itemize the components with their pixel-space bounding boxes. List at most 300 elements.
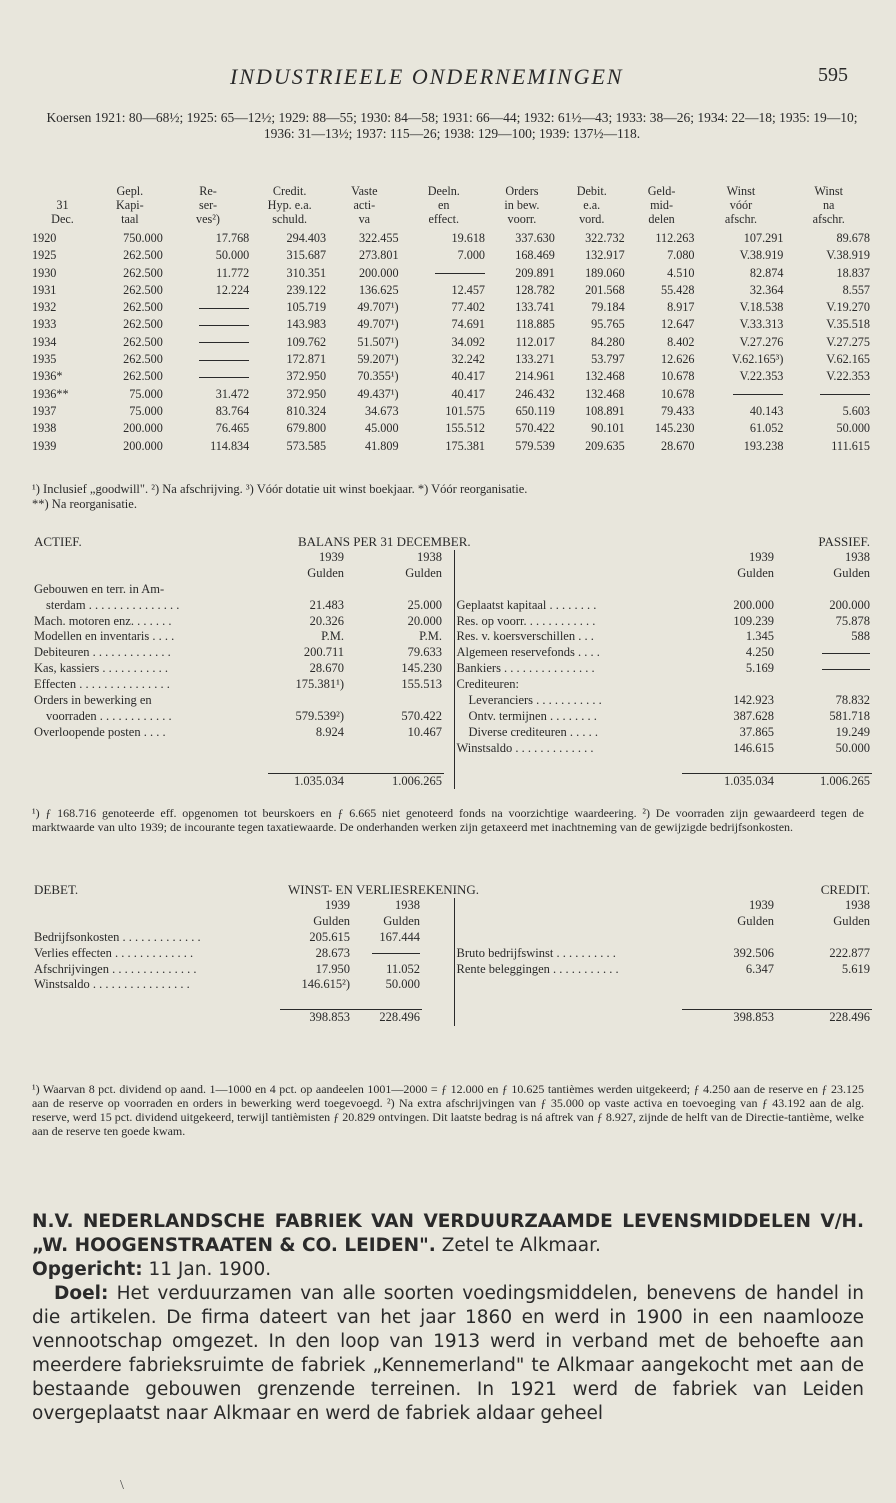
table-cell: 114.834 — [210, 438, 250, 453]
actief-1938 — [346, 693, 444, 709]
wv-footnote: ¹) Waarvan 8 pct. dividend op aand. 1—1000 en 4 pct. op aandeelen 1001—2000 = ƒ 12.000 en ƒ 10.625 tantièmes werden uitgekeerd; ƒ 4.250 aan de reserve en ƒ 23.125 aan de reserve op voorraden en orders in bewerking werd toegevoegd. ²) Na extra afschrijvingen van ƒ 35.000 op vaste activa en toevoeging van ƒ 43.192 aan de alg. reserve, werd 15 pct. dividend uitgekeerd, terwijl tantièmisten ƒ 20.829 ontvingen. Dit laatste bedrag is ná aftrek van ƒ 8.927, zijnde de helft van de Directie-tantième, welke aan de reserve ten goede kwam. — [32, 1082, 864, 1138]
actief-label: sterdam . . . . . . . . . . . . . . . — [46, 597, 180, 612]
passief-1938 — [776, 677, 872, 693]
balans-total-row — [32, 773, 872, 789]
table-cell: 310.351 — [286, 265, 327, 280]
table-cell: 55.428 — [660, 282, 695, 297]
credit-label: Rente beleggingen . . . . . . . . . . . — [456, 961, 619, 976]
debet-1939: 205.615 — [309, 929, 350, 944]
table-cell: 75.000 — [129, 403, 163, 418]
header-line: mid- — [650, 198, 674, 212]
passief-label: Geplaatst kapitaal . . . . . . . . — [456, 597, 597, 612]
table-cell: 262.500 — [123, 265, 163, 280]
table-cell: 132.468 — [585, 369, 625, 384]
table-cell — [165, 334, 251, 351]
table-cell: 262.500 — [123, 248, 163, 263]
header-line: Dec. — [51, 212, 74, 226]
stats-col-header — [30, 184, 95, 230]
table-cell: V.27.275 — [826, 334, 870, 349]
table-cell: 107.291 — [743, 231, 784, 245]
table-cell: 112.017 — [515, 334, 555, 349]
actief-label: Debiteuren . . . . . . . . . . . . . — [34, 645, 171, 660]
balans-row — [32, 629, 872, 645]
table-cell: 262.500 — [123, 282, 163, 297]
actief-label: voorraden . . . . . . . . . . . . — [46, 708, 172, 723]
wv-total-row — [32, 1010, 872, 1026]
debet-1938: 167.444 — [379, 929, 420, 944]
table-cell: 83.764 — [215, 403, 250, 418]
table-cell: 175.381 — [445, 438, 486, 453]
actief-label: Overloopende posten . . . . — [34, 724, 166, 739]
actief-1938: 10.467 — [407, 724, 442, 739]
passief-label: Algemeen reservefonds . . . . — [456, 645, 600, 660]
table-cell: 372.950 — [286, 386, 327, 401]
credit-1939 — [682, 930, 776, 946]
table-cell: V.38.919 — [739, 248, 784, 263]
stats-table — [30, 184, 872, 455]
stats-col-header — [401, 184, 487, 230]
passief-1939: 109.239 — [733, 613, 774, 628]
debet-1938: 11.052 — [386, 961, 420, 976]
spacer-row — [32, 757, 872, 773]
stats-footnote-line: ¹) Inclusief „goodwill". ²) Na afschrijving. ³) Vóór dotatie uit winst boekjaar. *) Vóór reorganisatie. — [32, 482, 528, 496]
table-row — [30, 230, 872, 247]
table-cell: 209.635 — [585, 438, 625, 453]
table-cell: 128.782 — [515, 282, 555, 297]
table-cell: 1930 — [32, 265, 57, 280]
header-line: vord. — [579, 212, 605, 226]
passief-label — [454, 582, 682, 598]
dash-mark — [820, 394, 870, 395]
table-cell: 49.437¹) — [357, 386, 399, 401]
table-cell: V.38.919 — [826, 248, 870, 263]
header-line: Geld- — [647, 184, 676, 198]
header-line: Orders — [505, 184, 539, 198]
passief-label: Res. op voorr. . . . . . . . . . . . — [456, 613, 596, 628]
table-cell: 322.455 — [358, 231, 399, 245]
stats-col-header — [251, 184, 328, 230]
table-row — [30, 334, 872, 351]
table-cell — [785, 386, 872, 403]
header-line: acti- — [353, 198, 376, 212]
column-divider — [422, 962, 454, 978]
actief-1939: P.M. — [321, 629, 344, 644]
spacer-cell — [32, 757, 268, 773]
actief-1939: 175.381¹) — [295, 677, 344, 692]
passief-1938 — [776, 645, 872, 661]
dash-mark — [199, 308, 249, 309]
balans-row — [32, 677, 872, 693]
table-cell: 133.741 — [515, 300, 555, 315]
year-label: 1938 — [845, 549, 870, 564]
passief-1939: 146.615 — [733, 740, 774, 755]
table-cell: V.62.165 — [826, 352, 870, 367]
table-cell: 11.772 — [216, 265, 250, 280]
actief-label: Effecten . . . . . . . . . . . . . . . — [34, 677, 170, 692]
debet-1939: 28.673 — [315, 945, 350, 960]
opgericht-label: Opgericht: — [32, 1259, 143, 1280]
table-cell — [165, 299, 251, 316]
table-cell: 50.000 — [215, 248, 250, 263]
header-line: Hyp. e.a. — [267, 198, 312, 212]
credit-1939 — [682, 977, 776, 993]
empty-cell — [32, 1010, 280, 1026]
table-cell: 262.500 — [123, 300, 163, 315]
balans-row — [32, 741, 872, 757]
unit-label: Gulden — [307, 565, 344, 580]
passief-1938 — [776, 582, 872, 598]
table-cell: 61.052 — [749, 421, 784, 436]
stats-col-header — [328, 184, 400, 230]
table-cell: 579.539 — [515, 438, 555, 453]
table-cell: 70.355¹) — [357, 369, 399, 384]
wv-heading-row — [32, 882, 872, 898]
column-divider — [444, 741, 454, 757]
page-title: INDUSTRIEELE ONDERNEMINGEN — [230, 64, 624, 89]
header-line: delen — [648, 212, 675, 226]
table-cell: 273.801 — [358, 248, 399, 263]
dash-mark — [822, 669, 870, 670]
table-cell: 189.060 — [585, 265, 625, 280]
balans-year-row — [32, 550, 872, 566]
passief-1939: 37.865 — [739, 724, 774, 739]
company-zetel: Zetel te Alkmaar. — [441, 1235, 601, 1256]
year-label: 1939 — [319, 549, 344, 564]
header-line: Gepl. — [116, 184, 144, 198]
table-cell: 34.092 — [451, 334, 486, 349]
table-cell: 1931 — [32, 282, 57, 297]
table-cell: 810.324 — [286, 403, 327, 418]
header-line: Winst — [814, 184, 844, 198]
dash-mark — [199, 342, 249, 343]
table-cell — [401, 265, 487, 282]
table-cell: 32.364 — [749, 282, 784, 297]
actief-1939: 8.924 — [315, 724, 344, 739]
table-row — [30, 403, 872, 420]
pencil-mark: \ — [120, 1478, 124, 1493]
actief-label: Orders in bewerking en — [34, 693, 152, 708]
table-cell: 12.224 — [215, 282, 250, 297]
header-line: ser- — [199, 198, 218, 212]
dash-mark — [199, 325, 249, 326]
balans-table — [32, 534, 872, 789]
column-divider — [444, 629, 454, 645]
table-cell: 168.469 — [515, 248, 555, 263]
stats-body — [30, 230, 872, 455]
table-cell: 262.500 — [123, 317, 163, 332]
header-line: schuld. — [272, 212, 308, 226]
stats-col-header — [487, 184, 557, 230]
header-line: 31 — [56, 198, 69, 212]
table-cell: 1935 — [32, 352, 57, 367]
header-line: effect. — [428, 212, 460, 226]
spacer-cell — [346, 757, 444, 773]
header-line: ves²) — [196, 212, 220, 226]
spacer-row — [32, 993, 872, 1009]
table-cell: 132.917 — [585, 248, 625, 263]
empty-cell — [454, 773, 682, 789]
actief-1938: P.M. — [419, 629, 442, 644]
actief-1939 — [268, 693, 346, 709]
passief-1939: 142.923 — [733, 693, 774, 708]
wv-unit-row — [32, 914, 872, 930]
table-row — [30, 282, 872, 299]
table-cell: 246.432 — [515, 386, 555, 401]
unit-label: Gulden — [737, 913, 774, 928]
passief-label: Ontv. termijnen . . . . . . . . — [468, 708, 597, 723]
header-line: e.a. — [583, 198, 601, 212]
credit-heading: CREDIT. — [820, 882, 870, 897]
table-cell: 136.625 — [358, 282, 399, 297]
actief-1939: 28.670 — [309, 661, 344, 676]
column-divider — [444, 725, 454, 741]
spacer-cell — [776, 757, 872, 773]
table-cell: 40.143 — [749, 403, 784, 418]
table-cell: 573.585 — [286, 438, 327, 453]
table-cell: 679.800 — [286, 421, 327, 436]
actief-1939: 200.711 — [303, 645, 344, 660]
column-divider — [444, 693, 454, 709]
table-cell: 8.557 — [842, 282, 870, 297]
stats-footnote-line: **) Na reorganisatie. — [32, 497, 137, 511]
table-cell: 132.468 — [585, 386, 625, 401]
table-cell: 200.000 — [123, 421, 163, 436]
unit-label: Gulden — [833, 913, 870, 928]
dash-mark — [372, 953, 420, 954]
table-cell: 7.080 — [667, 248, 695, 263]
table-cell: V.27.276 — [739, 334, 784, 349]
spacer-cell — [682, 993, 776, 1009]
header-line: taal — [121, 212, 139, 226]
table-cell: 82.874 — [749, 265, 784, 280]
balans-row — [32, 693, 872, 709]
column-divider — [444, 773, 454, 789]
table-cell: 200.000 — [358, 265, 399, 280]
dash-mark — [199, 360, 249, 361]
passief-1939: 4.250 — [745, 645, 774, 660]
table-cell: 650.119 — [515, 403, 555, 418]
table-cell: 322.732 — [585, 231, 625, 245]
total-actief-1939: 1.035.034 — [268, 773, 346, 789]
header-line: voorr. — [507, 212, 537, 226]
page-number: 595 — [818, 64, 848, 86]
table-cell: V.33.313 — [739, 317, 784, 332]
total-credit-1939: 398.853 — [682, 1010, 776, 1026]
balans-row — [32, 661, 872, 677]
balans-unit-row — [32, 566, 872, 582]
table-cell: 40.417 — [451, 369, 486, 384]
table-row — [30, 247, 872, 264]
table-cell: 74.691 — [451, 317, 486, 332]
wv-title: WINST- EN VERLIESREKENING. — [288, 882, 480, 897]
actief-1939: 20.326 — [309, 613, 344, 628]
wv-row — [32, 930, 872, 946]
table-cell: 315.687 — [286, 248, 327, 263]
table-row — [30, 299, 872, 316]
actief-label: Kas, kassiers . . . . . . . . . . . — [34, 661, 169, 676]
column-divider — [422, 1010, 454, 1026]
passief-1938: 588 — [851, 629, 870, 644]
passief-label: Res. v. koersverschillen . . . — [456, 629, 594, 644]
year-label: 1938 — [845, 897, 870, 912]
wv-row — [32, 962, 872, 978]
table-cell: 1936** — [32, 386, 69, 401]
table-cell: 1933 — [32, 317, 57, 332]
table-cell: 34.673 — [365, 403, 399, 418]
wv-row — [32, 946, 872, 962]
debet-heading: DEBET. — [34, 882, 79, 897]
debet-1939: 17.950 — [315, 961, 350, 976]
balans-footnote: ¹) ƒ 168.716 genoteerde eff. opgenomen tot beurskoers en ƒ 6.665 niet genoteerd fonds na voorzichtige waardeering. ²) De voorraden zijn gewaardeerd tegen de marktwaarde van ulto 1939; de incourante tegen taxatiewaarde. De onderhanden werken zijn getaxeerd met inachtneming van de gewijzigde bedrijfsonkosten. — [32, 806, 864, 834]
spacer-cell — [454, 993, 682, 1009]
debet-label: Winstsaldo . . . . . . . . . . . . . . . . — [34, 977, 190, 992]
table-cell: 155.512 — [445, 421, 486, 436]
actief-1938: 155.513 — [401, 677, 442, 692]
year-label: 1939 — [749, 897, 774, 912]
table-cell: 8.917 — [667, 300, 695, 315]
table-cell: 59.207¹) — [357, 352, 399, 367]
debet-label: Afschrijvingen . . . . . . . . . . . . . . — [34, 961, 197, 976]
table-cell: 193.238 — [743, 438, 784, 453]
table-cell: 10.678 — [660, 369, 695, 384]
table-cell: 79.433 — [660, 403, 695, 418]
year-label: 1938 — [417, 549, 442, 564]
total-debet-1938: 228.496 — [352, 1010, 422, 1026]
header-line: afschr. — [812, 212, 845, 226]
table-cell: 31.472 — [215, 386, 250, 401]
passief-heading: PASSIEF. — [818, 534, 870, 549]
year-label: 1939 — [325, 897, 350, 912]
table-cell: 4.510 — [667, 265, 695, 280]
total-credit-1938: 228.496 — [776, 1010, 872, 1026]
table-cell: 262.500 — [123, 369, 163, 384]
balans-row — [32, 614, 872, 630]
stats-col-header — [165, 184, 251, 230]
unit-label: Gulden — [405, 565, 442, 580]
passief-1939: 387.628 — [733, 708, 774, 723]
balans-row — [32, 725, 872, 741]
table-row — [30, 265, 872, 282]
doel-label: Doel: — [54, 1283, 109, 1304]
passief-1939: 200.000 — [733, 597, 774, 612]
table-cell: 51.507¹) — [357, 334, 399, 349]
balans-row — [32, 582, 872, 598]
winst-verlies-table — [32, 882, 872, 1026]
credit-1939: 392.506 — [733, 945, 774, 960]
stats-col-header — [557, 184, 627, 230]
table-cell: 337.630 — [515, 231, 555, 245]
spacer-cell — [268, 757, 346, 773]
actief-1939: 21.483 — [309, 597, 344, 612]
table-cell: 214.961 — [515, 369, 555, 384]
credit-1938: 5.619 — [841, 961, 870, 976]
header-line: vóór — [729, 198, 753, 212]
spacer-cell — [776, 993, 872, 1009]
actief-1938 — [346, 582, 444, 598]
table-row — [30, 420, 872, 437]
wv-row — [32, 977, 872, 993]
passief-1938: 200.000 — [829, 597, 870, 612]
balans-body — [32, 534, 872, 789]
spacer-cell — [422, 993, 454, 1009]
table-row — [30, 438, 872, 455]
table-cell: 750.000 — [123, 231, 163, 245]
table-cell: V.35.518 — [826, 317, 870, 332]
table-cell: 1925 — [32, 248, 57, 263]
unit-label: Gulden — [833, 565, 870, 580]
table-cell: 1934 — [32, 334, 57, 349]
table-cell: 209.891 — [515, 265, 555, 280]
table-cell: 50.000 — [836, 421, 870, 436]
header-line: na — [822, 198, 835, 212]
table-cell: 12.647 — [660, 317, 695, 332]
table-cell: 1920 — [32, 231, 57, 245]
table-cell: 95.765 — [591, 317, 625, 332]
table-cell: 118.885 — [515, 317, 555, 332]
table-cell: 79.184 — [591, 300, 625, 315]
opgericht-date: 11 Jan. 1900. — [148, 1259, 272, 1280]
balans-heading-row — [32, 534, 872, 550]
actief-heading: ACTIEF. — [34, 534, 82, 549]
column-divider — [422, 946, 454, 962]
column-divider — [444, 645, 454, 661]
debet-1938: 50.000 — [385, 977, 420, 992]
actief-1938: 570.422 — [401, 708, 442, 723]
passief-1939: 1.345 — [745, 629, 774, 644]
credit-label: Bruto bedrijfswinst . . . . . . . . . . — [456, 945, 616, 960]
table-cell — [697, 386, 786, 403]
table-cell: V.18.538 — [739, 300, 784, 315]
table-cell: 372.950 — [286, 369, 327, 384]
dash-mark — [822, 653, 870, 654]
table-cell: 133.271 — [515, 352, 555, 367]
koersen-paragraph: Koersen 1921: 80—68½; 1925: 65—12½; 1929: 88—55; 1930: 84—58; 1931: 66—44; 1932: 61½—43; 1933: 38—26; 1934: 22—18; 1935: 19—10; 1936: 31—13½; 1937: 115—26; 1938: 129—100; 1939: 137½—118. — [46, 110, 858, 141]
table-cell: 77.402 — [451, 300, 486, 315]
table-cell: 200.000 — [123, 438, 163, 453]
header-line: Re- — [199, 184, 217, 198]
table-cell: 145.230 — [654, 421, 695, 436]
column-divider — [444, 709, 454, 725]
header-line: in bew. — [504, 198, 540, 212]
table-cell: 41.809 — [365, 438, 399, 453]
balans-row — [32, 709, 872, 725]
passief-1938: 50.000 — [835, 740, 870, 755]
stats-col-header — [95, 184, 165, 230]
spacer-cell — [682, 757, 776, 773]
header-line: en — [438, 198, 450, 212]
passief-label: Winstsaldo . . . . . . . . . . . . . — [456, 740, 594, 755]
header-line: Vaste — [351, 184, 378, 198]
header-line: afschr. — [724, 212, 758, 226]
total-actief-1938: 1.006.265 — [346, 773, 444, 789]
total-passief-1938: 1.006.265 — [776, 773, 872, 789]
balans-title: BALANS PER 31 DECEMBER. — [298, 534, 471, 549]
year-label: 1938 — [395, 897, 420, 912]
table-cell: 49.707¹) — [357, 317, 399, 332]
table-cell: 109.762 — [286, 334, 327, 349]
stats-col-header — [697, 184, 786, 230]
table-cell: 40.417 — [451, 386, 486, 401]
passief-1938: 78.832 — [835, 693, 870, 708]
company-entry — [32, 1210, 864, 1426]
table-cell: 7.000 — [457, 248, 486, 263]
table-cell: 17.768 — [215, 231, 250, 245]
table-cell: 75.000 — [129, 386, 163, 401]
table-row — [30, 368, 872, 385]
actief-1939: 579.539²) — [295, 708, 344, 723]
table-cell: 18.837 — [836, 265, 870, 280]
table-cell: V.19.270 — [826, 300, 870, 315]
